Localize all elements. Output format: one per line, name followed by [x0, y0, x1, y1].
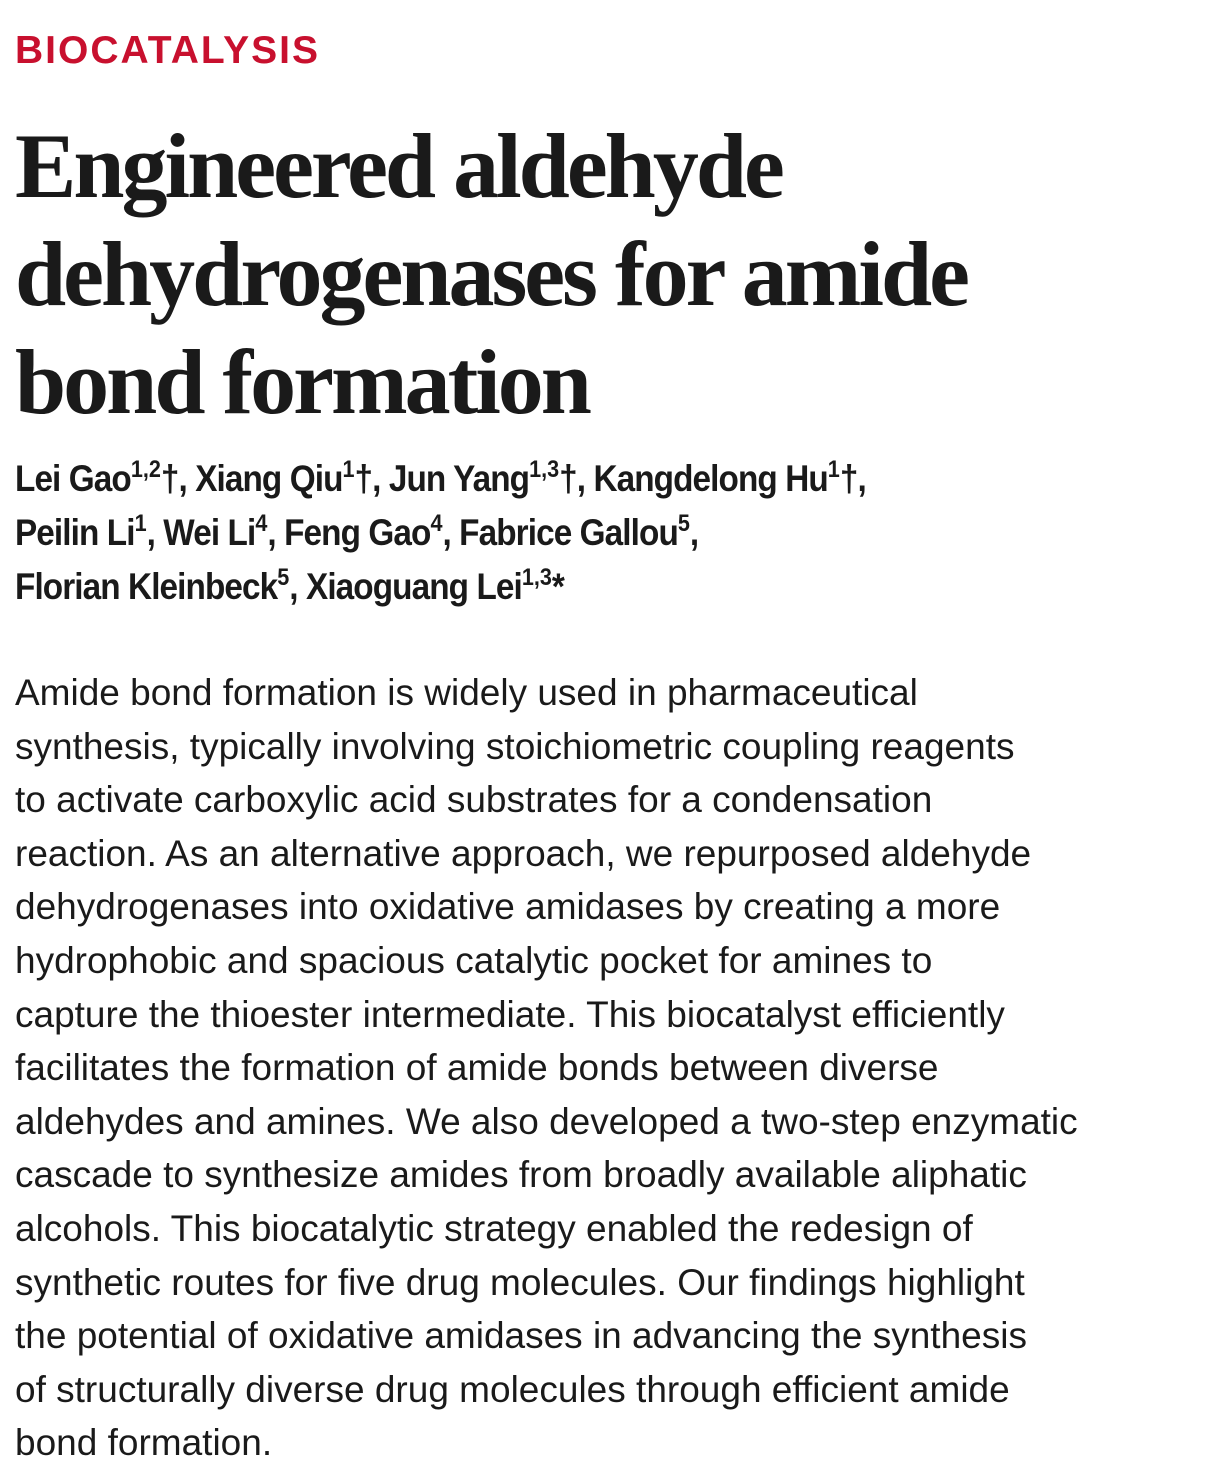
abstract-line: the potential of oxidative amidases in advancing the synthesis: [15, 1315, 1027, 1357]
abstract-line: bond formation.: [15, 1422, 273, 1464]
author-affiliation: 4: [255, 510, 268, 537]
title-line: bond formation: [15, 331, 589, 433]
author-affiliation: 5: [677, 510, 690, 537]
author-mark: †: [559, 458, 577, 499]
author-affiliation: 1: [134, 510, 147, 537]
author-separator: ,: [857, 458, 866, 499]
author-mark: †: [354, 458, 373, 499]
author-line: [15, 506, 1095, 560]
author-mark: †: [839, 458, 858, 499]
abstract-line: of structurally diverse drug molecules through efficient amide: [15, 1368, 1010, 1410]
author-affiliation: 5: [277, 564, 290, 591]
article-title: [15, 112, 1015, 436]
abstract-line: facilitates the formation of amide bonds between diverse: [15, 1047, 939, 1089]
author-affiliation: 1,2: [130, 456, 161, 483]
abstract-line: Amide bond formation is widely used in pharmaceutical: [15, 672, 918, 713]
author-name: Xiaoguang Lei: [306, 566, 522, 607]
author-separator: ,: [689, 512, 699, 553]
author-name: Kangdelong Hu: [593, 458, 828, 499]
author-line: [15, 560, 1095, 614]
author-name: Xiang Qiu: [195, 458, 343, 499]
author-separator: ,: [267, 512, 285, 553]
abstract-line: dehydrogenases into oxidative amidases by creating a more: [15, 886, 1001, 928]
author-name: Wei Li: [163, 512, 256, 553]
author-affiliation: 1,3: [529, 456, 560, 483]
author-separator: ,: [576, 458, 594, 499]
abstract-line: synthetic routes for five drug molecules. Our findings highlight: [15, 1261, 1025, 1303]
abstract-line: synthesis, typically involving stoichiometric coupling reagents: [15, 725, 1015, 767]
author-affiliation: 4: [430, 510, 443, 537]
abstract-line: reaction. As an alternative approach, we repurposed aldehyde: [15, 832, 1032, 874]
title-line: Engineered aldehyde: [15, 115, 782, 217]
section-label: BIOCATALYSIS: [15, 29, 320, 72]
author-name: Florian Kleinbeck: [15, 566, 278, 607]
abstract-line: cascade to synthesize amides from broadly available aliphatic: [15, 1154, 1027, 1196]
abstract-line: capture the thioester intermediate. This biocatalyst efficiently: [15, 993, 1005, 1035]
author-mark: †: [160, 458, 179, 499]
author-name: Feng Gao: [284, 512, 431, 553]
abstract-line: alcohols. This biocatalytic strategy enabled the redesign of: [15, 1207, 973, 1249]
author-name: Lei Gao: [15, 458, 131, 499]
author-name: Fabrice Gallou: [459, 512, 678, 553]
abstract: [15, 666, 1225, 1470]
author-affiliation: 1: [342, 456, 355, 483]
abstract-line: hydrophobic and spacious catalytic pocket for amines to: [15, 939, 933, 981]
author-mark: *: [551, 566, 564, 607]
author-list: [15, 452, 1095, 614]
author-separator: ,: [146, 512, 164, 553]
author-separator: ,: [442, 512, 460, 553]
author-name: Jun Yang: [388, 458, 530, 499]
author-line: [15, 452, 1095, 506]
author-affiliation: 1: [827, 456, 840, 483]
author-name: Peilin Li: [15, 512, 135, 553]
author-affiliation: 1,3: [521, 564, 552, 591]
title-line: dehydrogenases for amide: [15, 223, 967, 325]
abstract-line: aldehydes and amines. We also developed a two-step enzymatic: [15, 1100, 1078, 1142]
author-separator: ,: [289, 566, 307, 607]
abstract-line: to activate carboxylic acid substrates for a condensation: [15, 779, 933, 821]
author-separator: ,: [372, 458, 389, 499]
author-separator: ,: [178, 458, 196, 499]
